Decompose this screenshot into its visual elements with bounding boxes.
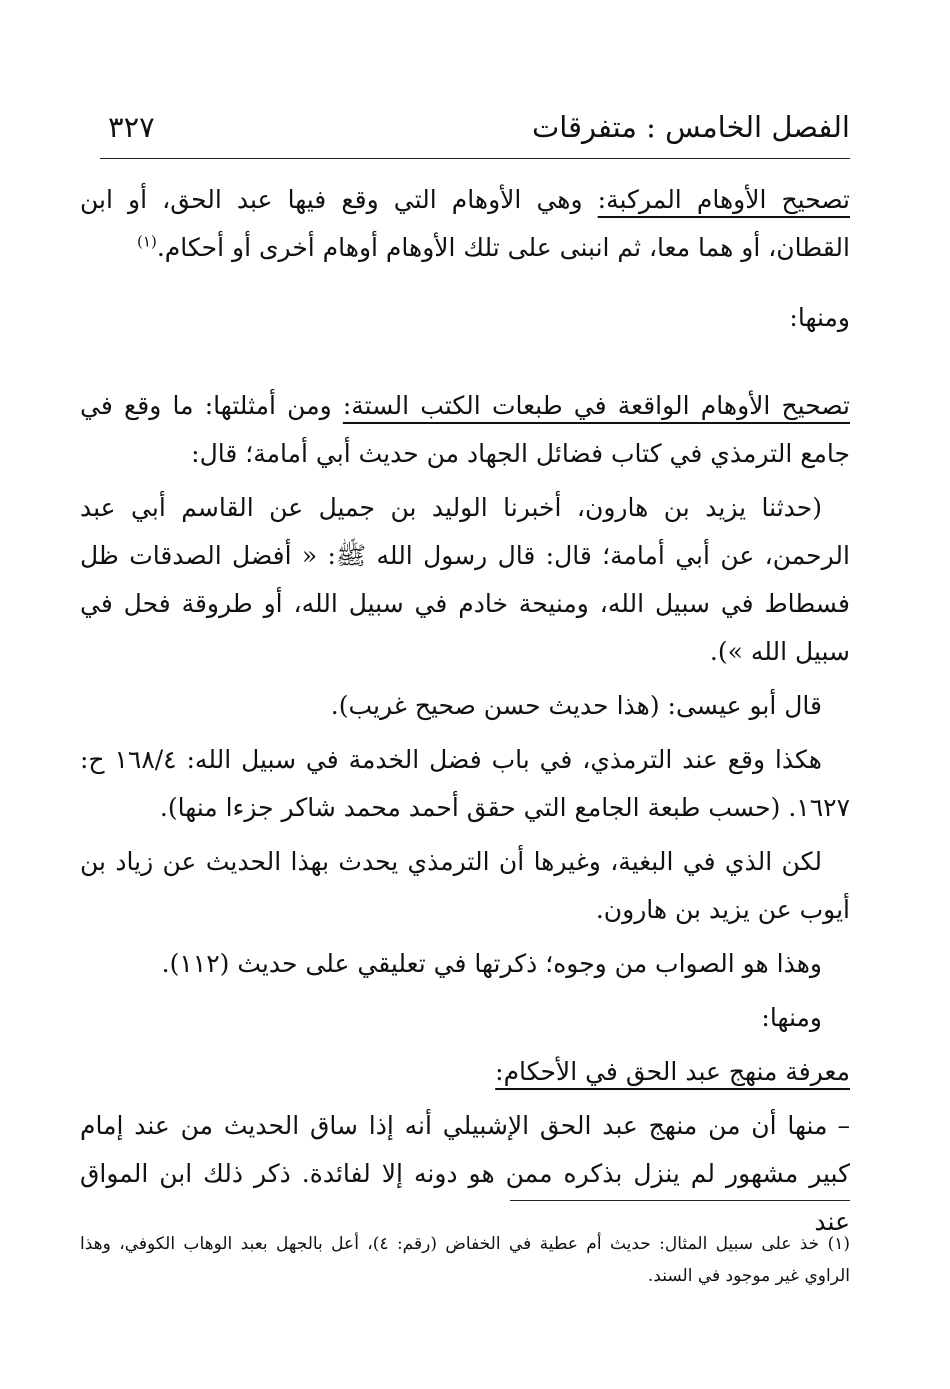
footnote-1 <box>80 1228 850 1292</box>
paragraph-bughya: لكن الذي في البغية، وغيرها أن الترمذي يحدث بهذا الحديث عن زياد بن أيوب عن يزيد بن هارون. <box>80 847 850 924</box>
section-heading: تصحيح الأوهام المركبة: <box>597 185 850 214</box>
dash-bullet: – <box>837 1111 850 1140</box>
footnotes <box>80 1228 850 1292</box>
section-heading: تصحيح الأوهام الواقعة في طبعات الكتب الستة: <box>342 391 851 420</box>
footnote-rule <box>510 1200 850 1201</box>
paragraph-and-among-them-2: ومنها: <box>761 1003 822 1032</box>
paragraph-method-heading <box>80 1048 850 1096</box>
footnote-marker: (١) <box>827 1234 850 1254</box>
footnote-reference: (١) <box>137 232 157 251</box>
paragraph-abu-isa: قال أبو عيسى: (هذا حديث حسن صحيح غريب). <box>330 691 822 720</box>
paragraph-compound-errors <box>80 176 850 272</box>
running-header <box>108 102 850 152</box>
paragraph-method-item <box>80 1102 850 1246</box>
footnote-text: خذ على سبيل المثال: حديث أم عطية في الخفاض (رقم: ٤)، أعل بالجهل بعبد الوهاب الكوفي، وهذا الراوي غير موجود في السند. <box>80 1234 850 1286</box>
paragraph-text: منها أن من منهج عبد الحق الإشبيلي أنه إذا ساق الحديث من عند إمام كبير مشهور لم ينزل بذكره ممن هو دونه إلا لفائدة. ذكر ذلك ابن المواق عند <box>80 1111 850 1236</box>
section-heading: معرفة منهج عبد الحق في الأحكام: <box>495 1057 850 1086</box>
page-number: ٣٢٧ <box>108 110 155 144</box>
body-text <box>80 176 850 1246</box>
paragraph-text: ومن أمثلتها: ما وقع في جامع الترمذي في كتاب فضائل الجهاد من حديث أبي أمامة؛ قال: <box>80 391 850 468</box>
paragraph-and-among-them: ومنها: <box>789 303 850 332</box>
paragraph-text: وهي الأوهام التي وقع فيها عبد الحق، أو ابن القطان، أو هما معا، ثم انبنى على تلك الأوهام أوهام أخرى أو أحكام. <box>80 185 850 262</box>
header-rule <box>100 158 850 159</box>
paragraph-tirmidhi-reference: هكذا وقع عند الترمذي، في باب فضل الخدمة في سبيل الله: ١٦٨/٤ ح: ١٦٢٧. (حسب طبعة الجامع التي حقق أحمد محمد شاكر جزءا منها). <box>80 745 850 822</box>
paragraph-hadith-quote: (حدثنا يزيد بن هارون، أخبرنا الوليد بن جميل عن القاسم أبي عبد الرحمن، عن أبي أمامة؛ قال: قال رسول الله ﷺ: « أفضل الصدقات ظل فسطاط في سبيل الله، ومنيحة خادم في سبيل الله، أو طروقة فحل في سبيل الله »). <box>80 493 850 666</box>
paragraph-correct-view: وهذا هو الصواب من وجوه؛ ذكرتها في تعليقي على حديث (١١٢). <box>161 949 822 978</box>
chapter-title: الفصل الخامس : متفرقات <box>531 110 850 144</box>
paragraph-six-books-errors <box>80 382 850 478</box>
